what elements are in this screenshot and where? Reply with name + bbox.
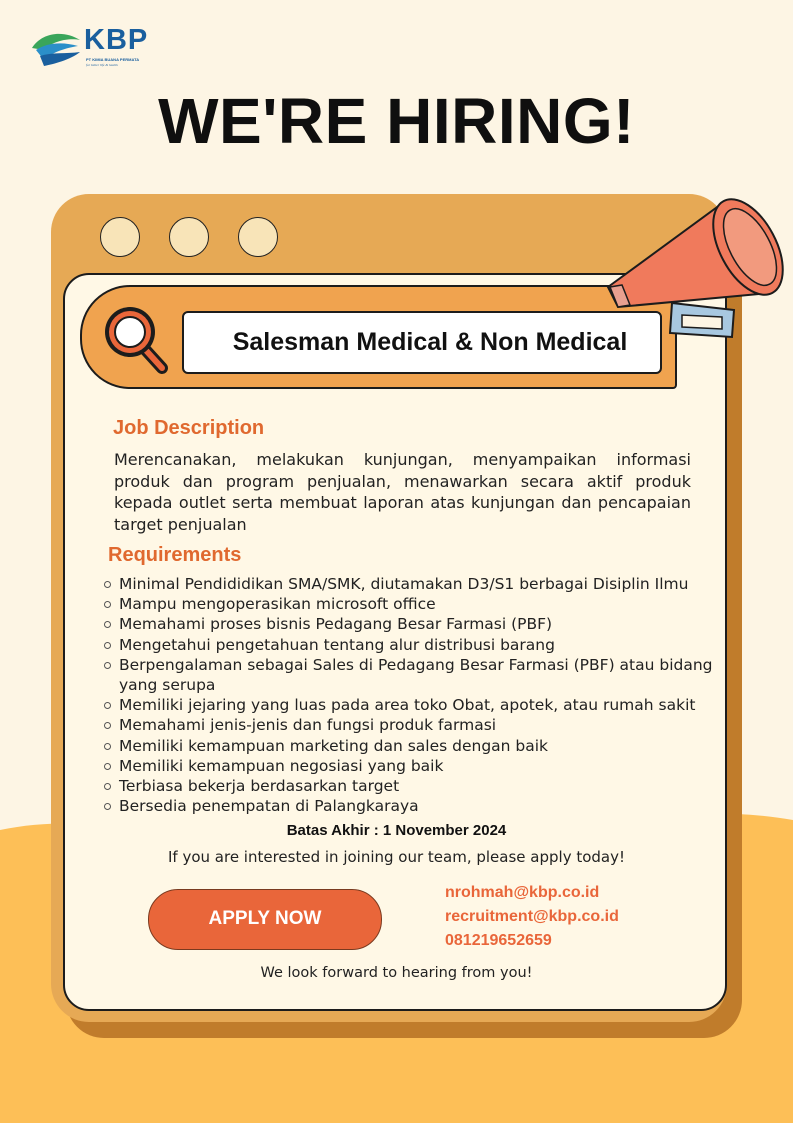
contact-phone[interactable]: 081219652659 [445, 932, 552, 949]
requirement-item: Bersedia penempatan di Palangkaraya [104, 796, 724, 816]
closing-text: We look forward to hearing from you! [260, 965, 533, 981]
window-dot-2 [169, 217, 209, 257]
requirement-item: Memahami jenis-jenis dan fungsi produk farmasi [104, 715, 724, 735]
contact-email-2[interactable]: recruitment@kbp.co.id [445, 908, 619, 925]
call-to-action-text: If you are interested in joining our team, please apply today! [167, 848, 626, 866]
company-logo [30, 26, 160, 70]
requirement-item: Memahami proses bisnis Pedagang Besar Farmasi (PBF) [104, 614, 724, 634]
requirements-list [104, 574, 724, 816]
logo-name: KBP [84, 24, 149, 56]
contact-email-1[interactable]: nrohmah@kbp.co.id [445, 884, 600, 901]
kbp-logo-icon [30, 26, 86, 70]
job-description-heading: Job Description [113, 417, 265, 439]
apply-now-button[interactable]: APPLY NOW [148, 889, 382, 950]
logo-subtitle: PT KIMIA BUANA PERMATA [86, 57, 140, 62]
position-title: Salesman Medical & Non Medical [232, 328, 628, 356]
logo-tagline: for better life & health [86, 63, 118, 67]
requirement-item: Memiliki kemampuan marketing dan sales dengan baik [104, 736, 724, 756]
requirement-item: Memiliki jejaring yang luas pada area toko Obat, apotek, atau rumah sakit [104, 695, 724, 715]
window-dot-1 [100, 217, 140, 257]
requirement-item: Memiliki kemampuan negosiasi yang baik [104, 756, 724, 776]
page-title: WE'RE HIRING! [158, 85, 635, 157]
position-title-box [182, 311, 662, 374]
window-dot-3 [238, 217, 278, 257]
requirements-heading: Requirements [108, 544, 242, 566]
megaphone-icon [600, 175, 793, 350]
requirement-item: Terbiasa bekerja berdasarkan target [104, 776, 724, 796]
deadline-text: Batas Akhir : 1 November 2024 [286, 822, 507, 839]
magnifier-icon [100, 300, 170, 375]
requirement-item: Mengetahui pengetahuan tentang alur distribusi barang [104, 635, 724, 655]
requirement-item: Mampu mengoperasikan microsoft office [104, 594, 724, 614]
requirement-item: Minimal Pendididikan SMA/SMK, diutamakan D3/S1 berbagai Disiplin Ilmu [104, 574, 724, 594]
requirement-item: Berpengalaman sebagai Sales di Pedagang Besar Farmasi (PBF) atau bidang yang serupa [104, 655, 724, 695]
job-description-text: Merencanakan, melakukan kunjungan, menyampaikan informasi produk dan program penjualan, menawarkan secara aktif produk kepada outlet serta membuat laporan atas kunjungan dan pencapaian target penjualan [114, 450, 691, 534]
